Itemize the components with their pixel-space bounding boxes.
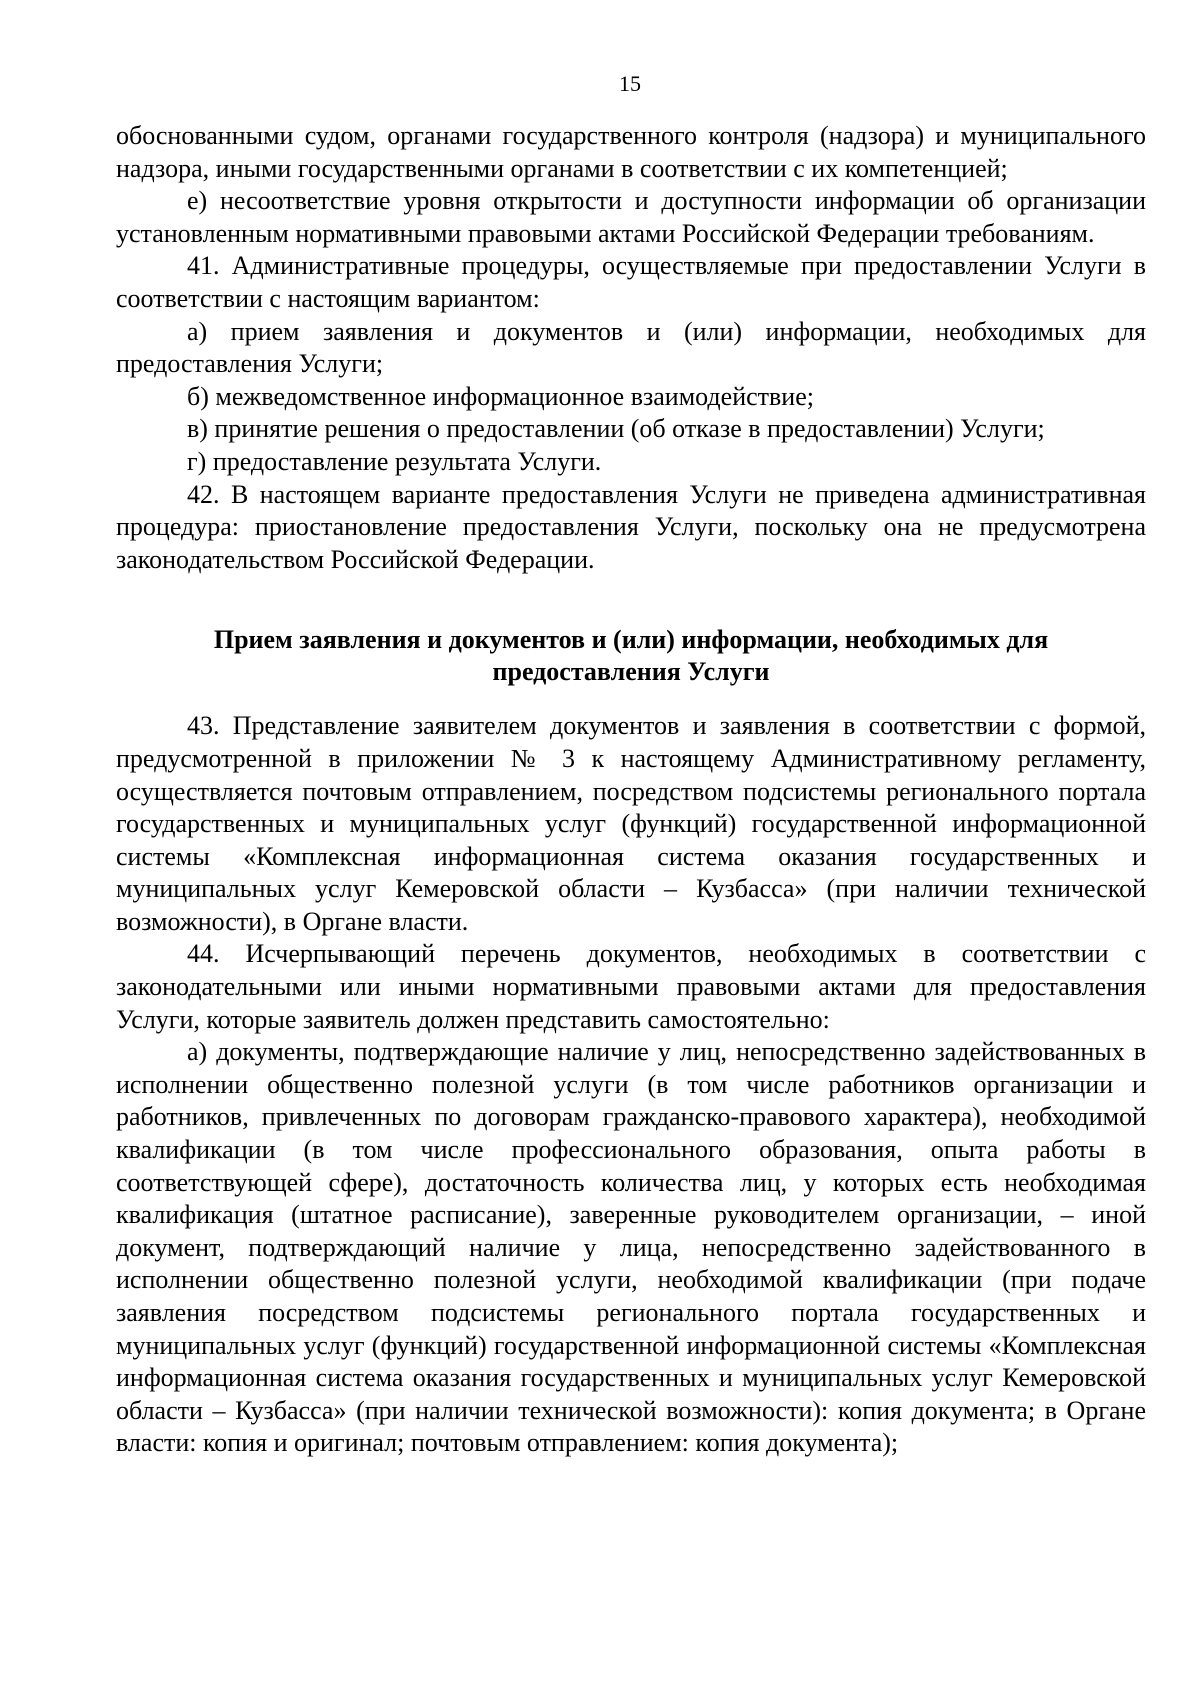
paragraph-42: 42. В настоящем варианте предоставления Услуги не приведена административная процедура: приостановление предоставления Услуги, поскольку она не предусмотрена законодательством Российской Федерации.: [116, 479, 1146, 574]
paragraphs-top: [116, 120, 1146, 576]
paragraph-44-a: а) документы, подтверждающие наличие у лиц, непосредственно задействованных в исполнении общественно полезной услуги (в том числе работников организации и работников, привлеченных по договорам гражданско-правового характера), необходимой квалификации (в том числе профессионального образования, опыта работы в соответствующей сфере), достаточность количества лиц, у которых есть необходимая квалификация (штатное расписание), заверенные руководителем организации, – иной документ, подтверждающий наличие у лица, непосредственно задействованного в исполнении общественно полезной услуги, необходимой квалификации (при подаче заявления посредством подсистемы регионального портала государственных и муниципальных услуг (функций) государственной информационной системы «Комплексная информационная система оказания государственных и муниципальных услуг Кемеровской области – Кузбасса» (при наличии технической возможности): копия документа; в Органе власти: копия и оригинал; почтовым отправлением: копия документа);: [116, 1037, 1146, 1458]
page-number: 15: [619, 71, 641, 96]
document-body: [116, 120, 1146, 1460]
paragraph-41-b: б) межведомственное информационное взаимодействие;: [187, 381, 814, 411]
paragraph-item-e: е) несоответствие уровня открытости и доступности информации об организации установленным нормативными правовыми актами Российской Федерации требованиям.: [116, 186, 1146, 248]
paragraph-continuation: обоснованными судом, органами государственного контроля (надзора) и муниципального надзора, иными государственными органами в соответствии с их компетенцией;: [116, 121, 1146, 183]
paragraph-44: 44. Исчерпывающий перечень документов, необходимых в соответствии с законодательными или иными нормативными правовыми актами для предоставления Услуги, которые заявитель должен представить самостоятельно:: [116, 939, 1146, 1034]
section-heading-line-2: предоставления Услуги: [492, 657, 770, 687]
section-heading: [116, 624, 1146, 688]
paragraph-41-g: г) предоставление результата Услуги.: [187, 446, 602, 476]
paragraphs-bottom: [116, 710, 1146, 1460]
paragraph-41: 41. Административные процедуры, осуществляемые при предоставлении Услуги в соответствии с настоящим вариантом:: [116, 251, 1146, 313]
section-heading-line-1: Прием заявления и документов и (или) информации, необходимых для: [213, 625, 1049, 655]
paragraph-43: 43. Представление заявителем документов и заявления в соответствии с формой, предусмотренной в приложении № 3 к настоящему Административному регламенту, осуществляется почтовым отправлением, посредством подсистемы регионального портала государственных и муниципальных услуг (функций) государственной информационной системы «Комплексная информационная система оказания государственных и муниципальных услуг Кемеровской области – Кузбасса» (при наличии технической возможности), в Органе власти.: [116, 711, 1146, 936]
paragraph-41-a: а) прием заявления и документов и (или) информации, необходимых для предоставления Услуги;: [116, 316, 1146, 379]
paragraph-41-v: в) принятие решения о предоставлении (об отказе в предоставлении) Услуги;: [187, 414, 1045, 444]
